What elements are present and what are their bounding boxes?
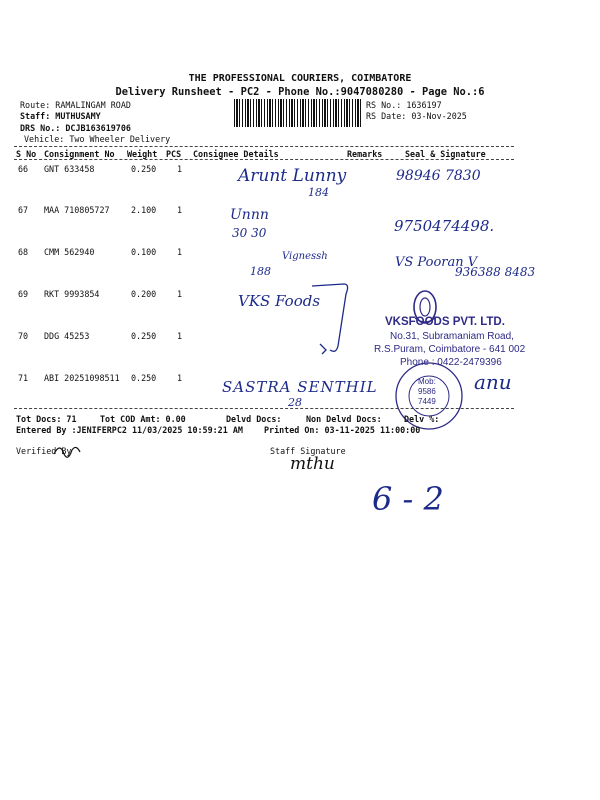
- handwritten-note: 184: [308, 186, 329, 199]
- row-weight: 0.250: [131, 164, 157, 174]
- row-pcs: 1: [177, 247, 183, 257]
- handwritten-signature: VS Pooran V: [395, 255, 478, 270]
- staff-signature-label: Staff Signature: [270, 446, 346, 456]
- row-sno: 68: [18, 247, 29, 257]
- row-consignment: CMM 562940: [44, 247, 95, 257]
- vehicle-label: Vehicle: Two Wheeler Delivery: [24, 134, 171, 144]
- row-consignment: RKT 9993854: [44, 289, 100, 299]
- route-label: Route: RAMALINGAM ROAD: [20, 100, 131, 110]
- row-consignment: DDG 45253: [44, 331, 90, 341]
- stamp-phone: Phone : 0422-2479396: [400, 357, 502, 368]
- rs-number: RS No.: 1636197: [366, 100, 442, 110]
- handwritten-signature: 9750474498.: [394, 217, 495, 235]
- stamp-address-line: R.S.Puram, Coimbatore - 641 002: [374, 344, 526, 355]
- receiver-signature: anu: [474, 370, 512, 394]
- entered-by: Entered By :JENIFERPC2 11/03/2025 10:59:21 AM: [16, 425, 243, 435]
- stamp-company: VKSFOODS PVT. LTD.: [385, 316, 505, 328]
- stamp-address-line: No.31, Subramaniam Road,: [390, 331, 514, 342]
- drs-number: DRS No.: DCJB163619706: [20, 123, 131, 133]
- col-pcs: PCS: [166, 149, 182, 159]
- row-weight: 2.100: [131, 205, 157, 215]
- row-consignment: ABI 20251098511: [44, 373, 120, 383]
- row-sno: 67: [18, 205, 29, 215]
- rs-date: RS Date: 03-Nov-2025: [366, 111, 467, 121]
- non-delivered-docs: Non Delvd Docs:: [306, 414, 382, 424]
- row-weight: 0.100: [131, 247, 157, 257]
- row-pcs: 1: [177, 331, 183, 341]
- total-docs: Tot Docs: 71: [16, 414, 77, 424]
- row-weight: 0.200: [131, 289, 157, 299]
- row-pcs: 1: [177, 164, 183, 174]
- row-sno: 69: [18, 289, 29, 299]
- verifier-signature: [52, 440, 82, 464]
- row-sno: 66: [18, 164, 29, 174]
- verified-by-label: Verified By: [16, 446, 72, 456]
- row-weight: 0.250: [131, 373, 157, 383]
- handwritten-stroke: [300, 280, 360, 360]
- divider: [14, 408, 514, 409]
- staff-signature: mthu: [290, 454, 335, 474]
- handwritten-signature: 98946 7830: [396, 168, 481, 184]
- row-pcs: 1: [177, 373, 183, 383]
- delivered-docs: Delvd Docs:: [226, 414, 282, 424]
- col-remarks: Remarks: [347, 149, 383, 159]
- handwritten-note: 188: [250, 265, 271, 278]
- row-sno: 71: [18, 373, 29, 383]
- row-weight: 0.250: [131, 331, 157, 341]
- row-sno: 70: [18, 331, 29, 341]
- seal-text: 7449: [418, 397, 436, 406]
- total-cod: Tot COD Amt: 0.00: [100, 414, 186, 424]
- handwritten-note: 6 - 2: [372, 480, 444, 518]
- handwritten-consignee: SASTRA SENTHIL: [222, 378, 378, 396]
- row-pcs: 1: [177, 205, 183, 215]
- handwritten-consignee: Unnn: [230, 207, 269, 223]
- barcode: [234, 99, 362, 127]
- printed-on: Printed On: 03-11-2025 11:00:00: [264, 425, 421, 435]
- col-sno: S No: [16, 149, 37, 159]
- seal-text: Mob:: [418, 377, 436, 386]
- staff-label: Staff: MUTHUSAMY: [20, 111, 101, 121]
- col-seal: Seal & Signature: [405, 149, 486, 159]
- row-consignment: MAA 710805727: [44, 205, 110, 215]
- handwritten-consignee: Vignessh: [282, 251, 328, 262]
- delivered-percent: Delv %:: [404, 414, 440, 424]
- handwritten-note: 28: [288, 396, 302, 409]
- seal-text: 9586: [418, 387, 436, 396]
- col-consignee: Consignee Details: [193, 149, 279, 159]
- col-weight: Weight: [127, 149, 158, 159]
- handwritten-consignee: Arunt Lunny: [238, 166, 347, 186]
- divider: [14, 146, 514, 147]
- handwritten-consignee: VKS Foods: [238, 292, 321, 310]
- divider: [14, 159, 514, 160]
- col-consignment: Consignment No: [44, 149, 115, 159]
- handwritten-note: 30 30: [232, 226, 267, 240]
- row-pcs: 1: [177, 289, 183, 299]
- runsheet-title: Delivery Runsheet - PC2 - Phone No.:9047080280 - Page No.:6: [115, 86, 485, 98]
- row-consignment: GNT 633458: [44, 164, 95, 174]
- handwritten-phone: 936388 8483: [455, 265, 536, 279]
- company-title: THE PROFESSIONAL COURIERS, COIMBATORE: [188, 73, 412, 84]
